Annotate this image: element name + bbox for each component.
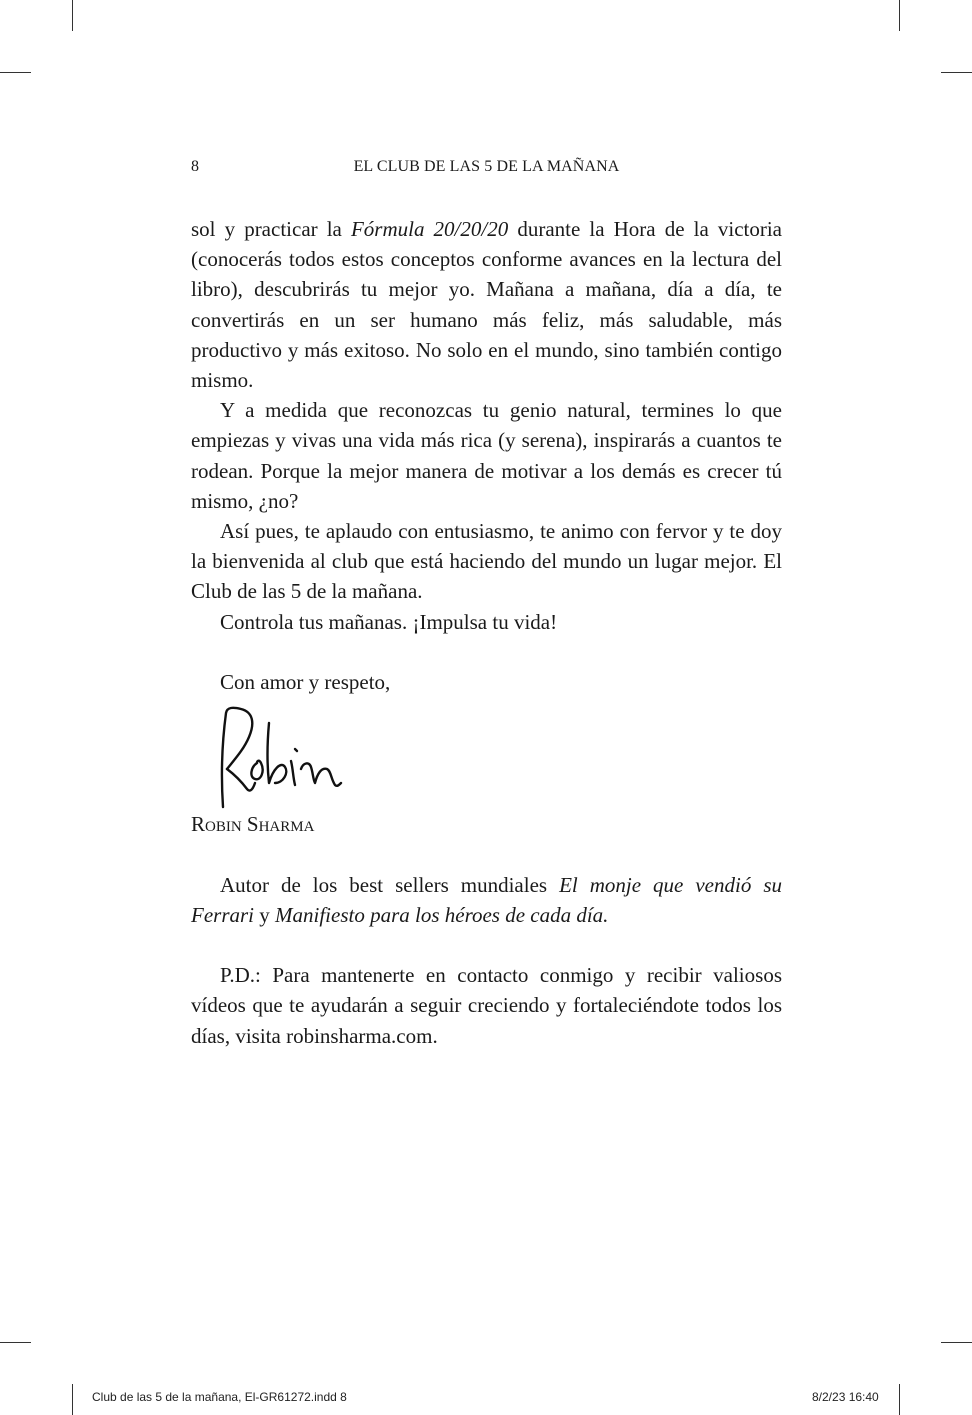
body-text — [191, 214, 782, 1051]
author-name: Robin Sharma — [191, 812, 315, 837]
signature-image — [217, 705, 343, 809]
crop-mark-bottom-right-h — [941, 1342, 972, 1343]
crop-mark-top-left-h — [0, 72, 31, 73]
page-number: 8 — [191, 158, 199, 175]
running-title: EL CLUB DE LAS 5 DE LA MAÑANA — [353, 158, 620, 175]
formula-title: Fórmula 20/20/20 — [350, 217, 509, 241]
author-credits — [191, 870, 782, 930]
slug-datetime: 8/2/23 16:40 — [812, 1390, 879, 1404]
paragraph-2: Y a medida que reconozcas tu genio natural, termines lo que empiezas y vivas una vida más rica (y serena), inspirarás a cuantos te rodean. Porque la mejor manera de motivar a los demás es crecer tú mismo, ¿no? — [191, 398, 782, 513]
postscript: P.D.: Para mantenerte en contacto conmigo y recibir valiosos vídeos que te ayudarán a seguir creciendo y fortaleciéndote todos los días, visita robinsharma.com. — [191, 963, 782, 1048]
crop-mark-bottom-right — [899, 1384, 900, 1415]
crop-mark-bottom-left — [72, 1384, 73, 1415]
book-title-1: El monje que vendió su Ferrari — [191, 872, 782, 927]
paragraph-3: Así pues, te aplaudo con entusiasmo, te animo con fervor y te doy la bienvenida al club que está haciendo del mundo un lugar mejor. El Club de las 5 de la mañana. — [191, 519, 782, 604]
crop-mark-top-left — [72, 0, 73, 31]
crop-mark-top-right-h — [941, 72, 972, 73]
book-title-2: Manifiesto para los héroes de cada día. — [275, 902, 609, 927]
paragraph-1 — [191, 214, 782, 395]
credits-part-a: Autor de los best sellers mundiales — [220, 872, 560, 897]
crop-mark-top-right — [899, 0, 900, 31]
credits-part-c: y — [254, 902, 275, 927]
paragraph-4: Controla tus mañanas. ¡Impulsa tu vida! — [220, 609, 558, 634]
slug-file-name: Club de las 5 de la mañana, El-GR61272.indd 8 — [92, 1390, 347, 1404]
closing-line: Con amor y respeto, — [220, 670, 391, 695]
crop-mark-bottom-left-h — [0, 1342, 31, 1343]
paragraph-1-part-a: sol y practicar la — [191, 217, 351, 241]
paragraph-1-part-c: durante la Hora de la victoria (conocerás todos estos conceptos conforme avances en la lectura del libro), descubrirás tu mejor yo. Mañana a mañana, día a día, te convertirás en un ser humano más feliz, más saludable, más productivo y más exitoso. No solo en el mundo, sino también contigo mismo. — [191, 217, 782, 393]
